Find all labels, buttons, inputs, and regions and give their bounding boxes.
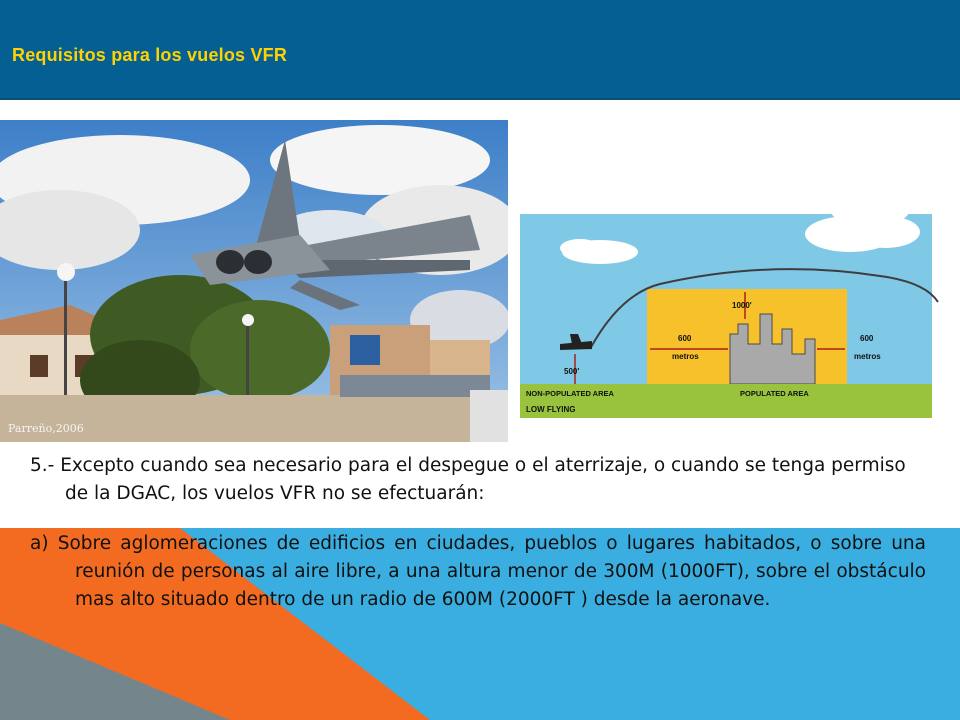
radius-label-metros-right: metros bbox=[854, 352, 881, 361]
low-flying-label: LOW FLYING bbox=[526, 405, 576, 414]
rule-a-paragraph: a) Sobre aglomeraciones de edificios en ciudades, pueblos o lugares habitados, o sobre una reunión de personas al aire libre, a una altura menor de 300M (1000FT), sobre el obstáculo mas alto situado dentro de un radio de 600M (2000FT ) desde la aeronave. bbox=[30, 533, 926, 610]
radius-label-600-left: 600 bbox=[678, 334, 692, 343]
slide-title: Requisitos para los vuelos VFR bbox=[12, 45, 288, 65]
slide-header bbox=[0, 0, 960, 100]
non-populated-area-label: NON-POPULATED AREA bbox=[526, 389, 614, 398]
populated-area-label: POPULATED AREA bbox=[740, 389, 809, 398]
altitude-label-1000: 1000' bbox=[732, 301, 752, 310]
radius-label-metros-left: metros bbox=[672, 352, 699, 361]
low-flying-diagram bbox=[520, 184, 940, 424]
jet-monument-photo bbox=[0, 120, 508, 442]
rule-5-paragraph: 5.- Excepto cuando sea necesario para el despegue o el aterrizaje, o cuando se tenga permiso de la DGAC, los vuelos VFR no se efectuarán: bbox=[30, 455, 906, 504]
slide-body bbox=[30, 452, 926, 610]
radius-label-600-right: 600 bbox=[860, 334, 874, 343]
altitude-label-500: 500' bbox=[564, 367, 580, 376]
photo-credit: Parreño,2006 bbox=[8, 422, 84, 435]
